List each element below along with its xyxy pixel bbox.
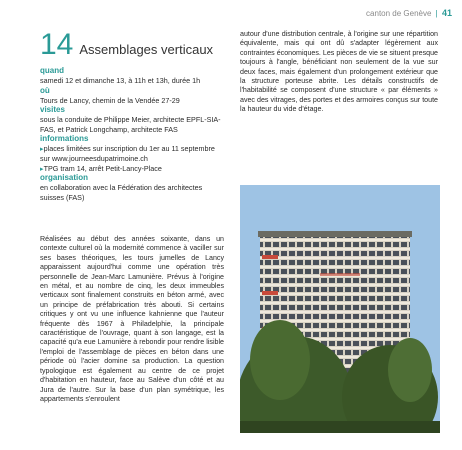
tower-photo-drawing — [240, 185, 440, 433]
header-separator: | — [435, 9, 438, 18]
article-info-column — [40, 30, 224, 202]
quand-label: quand — [40, 66, 64, 75]
quand-text: samedi 12 et dimanche 13, à 11h et 13h, durée 1h — [40, 76, 201, 85]
visites-label: visites — [40, 105, 65, 115]
page-number: 41 — [441, 8, 452, 18]
tower-roof — [258, 231, 412, 237]
organisation-text: en collaboration avec la Fédération des architectes suisses (FAS) — [40, 183, 203, 202]
article-number: 14 — [40, 28, 74, 61]
article-title: Assemblages verticaux — [79, 42, 214, 57]
informations-label: informations — [40, 134, 89, 144]
article-heading — [40, 30, 224, 60]
info-item-registration[interactable]: ▸ places limitées sur inscription du 1er au 11 septembre sur www.journeesdupatrimoine.ch — [40, 144, 224, 163]
body-paragraph-right: autour d'une distribution centrale, à l'origine sur une répartition équivalente, mais qui ont dû s'adapter légèrement aux contraintes économiques. Les pièces de vie se situent presque toujours à l'angle, bénéficiant non seulement de la vue sur deux faces, mais également d'un prolongement extérieur que la structure porteuse abrite. Les détails constructifs de l'habitabilité se composent d'une structure « par éléments » avec des vitrages, des portes et des armoires conçus sur toute la hauteur du vide d'étage. — [240, 30, 438, 114]
visites-text: sous la conduite de Philippe Meier, architecte EPFL-SIA-FAS, et Patrick Longchamp, architecte FAS — [40, 115, 221, 134]
body-paragraph-left: Réalisées au début des années soixante, dans un contexte culturel où la modernité commence à vaciller sur ses bases théoriques, les tours jumelles de Lancy apparaissent aujourd'hui comme une opération très personnelle de Jean-Marc Lamunière. Prévus à l'origine en métal, et au nombre de cinq, les deux immeubles verticaux sont finalement construits en béton armé, avec un principe de préfabrication très abouti. Si certains critiques y ont vu une influence kahnienne que l'auteur fréquente dès 1967 à Philadelphie, la principale caractéristique de l'ouvrage, quant à son langage, est la capacité qu'a eue Lamunière à rebondir pour rendre lisible l'emploi de l'assemblage de pièces en béton dans une période où l'acier domine sa production. La question typologique est également au centre de ce projet d'habitation en hauteur, face au Salève d'un côté et au Jura de l'autre. Sur la base d'un plan symétrique, les appartements s'enroulent — [40, 235, 224, 403]
organisation-label: organisation — [40, 173, 89, 183]
ou-label: où — [40, 85, 50, 95]
info-item-transport: ▸ TPG tram 14, arrêt Petit-Lancy-Place — [40, 164, 224, 174]
ou-text: Tours de Lancy, chemin de la Vendée 27-29 — [40, 95, 180, 105]
region-label: canton de Genève — [366, 9, 432, 18]
body-text-right — [240, 30, 438, 115]
practical-info — [40, 66, 224, 202]
tower-photo — [240, 185, 440, 433]
body-text-left — [40, 235, 224, 404]
running-header — [366, 8, 452, 18]
